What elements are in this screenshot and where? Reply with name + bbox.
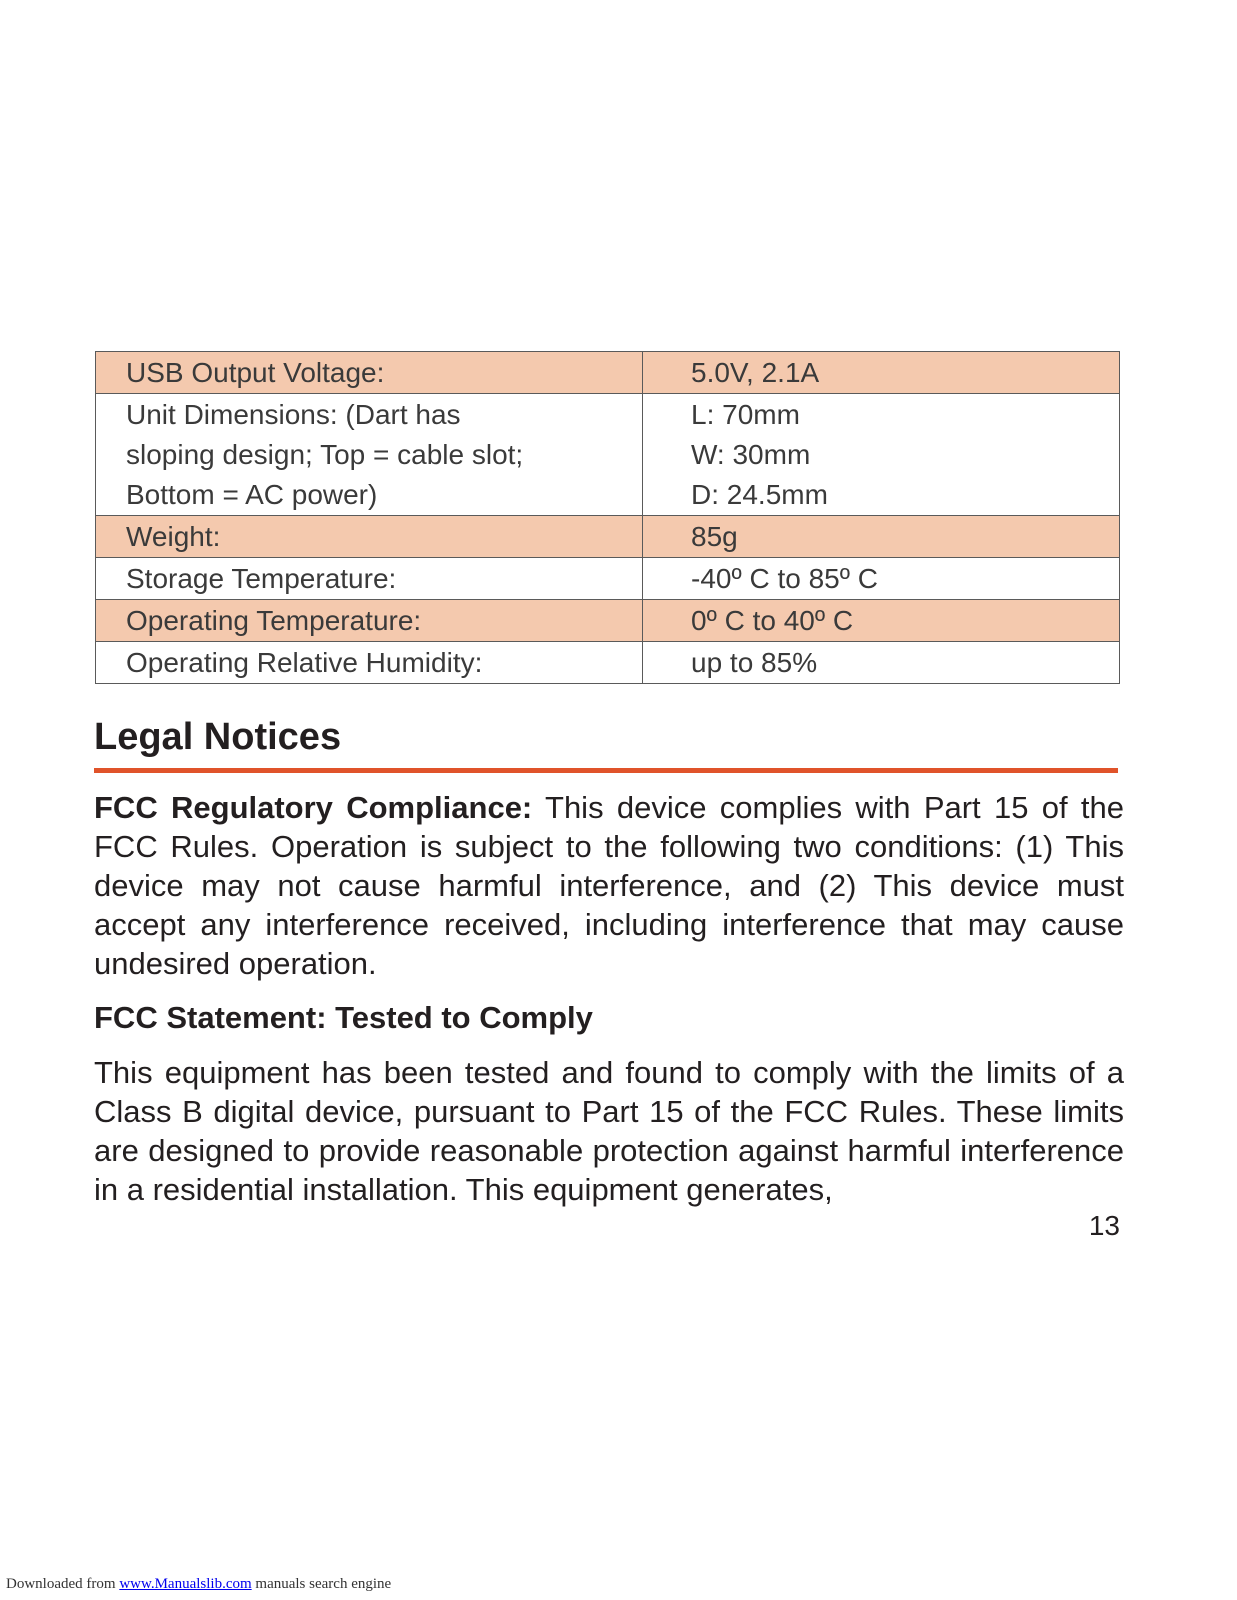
spec-value-line: 0º C to 40º C <box>691 605 854 636</box>
spec-label-line: Unit Dimensions: (Dart has <box>126 399 461 430</box>
spec-value-cell <box>643 394 1120 516</box>
spec-label-line: sloping design; Top = cable slot; <box>126 439 524 470</box>
spec-label-cell <box>96 516 643 558</box>
spec-value-line: L: 70mm <box>691 399 800 430</box>
fcc-compliance-paragraph <box>94 788 1124 983</box>
table-row <box>96 352 1120 394</box>
spec-label-line: Storage Temperature: <box>126 563 397 594</box>
spec-value-line: D: 24.5mm <box>691 479 828 510</box>
spec-value-cell <box>643 558 1120 600</box>
table-row <box>96 558 1120 600</box>
legal-notices-heading: Legal Notices <box>94 716 342 758</box>
spec-label-cell <box>96 642 643 684</box>
manualslib-link[interactable]: www.Manualslib.com <box>119 1576 252 1592</box>
table-row <box>96 394 1120 516</box>
spec-label-cell <box>96 558 643 600</box>
download-footer <box>6 1576 391 1593</box>
fcc-compliance-label: FCC Regulatory Compliance: <box>94 790 533 825</box>
spec-value-line: W: 30mm <box>691 439 811 470</box>
footer-prefix: Downloaded from <box>6 1576 120 1592</box>
spec-value-line: -40º C to 85º C <box>691 563 878 594</box>
spec-label-line: Operating Temperature: <box>126 605 422 636</box>
page-number: 13 <box>1088 1210 1120 1241</box>
spec-label-line: Weight: <box>126 521 221 552</box>
spec-label-line: Operating Relative Humidity: <box>126 647 483 678</box>
spec-value-cell <box>643 600 1120 642</box>
table-row <box>96 600 1120 642</box>
spec-value-cell <box>643 642 1120 684</box>
table-row <box>96 642 1120 684</box>
spec-value-line: up to 85% <box>691 647 818 678</box>
spec-value-cell <box>643 352 1120 394</box>
spec-label-cell <box>96 600 643 642</box>
spec-label-cell <box>96 352 643 394</box>
spec-label-line: USB Output Voltage: <box>126 357 385 388</box>
spec-label-cell <box>96 394 643 516</box>
heading-underline <box>94 768 1118 773</box>
spec-value-cell <box>643 516 1120 558</box>
fcc-compliance-text: This device complies with Part 15 of the FCC Rules. Operation is subject to the following two conditions: (1) This device may not cause harmful interference, and (2) This device must accept any interference received, including interference that may cause undesired operation. <box>94 790 1124 981</box>
spec-value-line: 5.0V, 2.1A <box>691 357 820 388</box>
fcc-statement-heading: FCC Statement: Tested to Comply <box>94 1000 593 1035</box>
spec-label-line: Bottom = AC power) <box>126 479 378 510</box>
table-row <box>96 516 1120 558</box>
fcc-statement-paragraph: This equipment has been tested and found to comply with the limits of a Class B digital device, pursuant to Part 15 of the FCC Rules. These limits are designed to provide reasonable protection against harmful interference in a residential installation. This equipment generates, <box>94 1055 1124 1207</box>
spec-table <box>95 351 1120 684</box>
spec-value-line: 85g <box>691 521 738 552</box>
footer-suffix: manuals search engine <box>251 1576 392 1592</box>
